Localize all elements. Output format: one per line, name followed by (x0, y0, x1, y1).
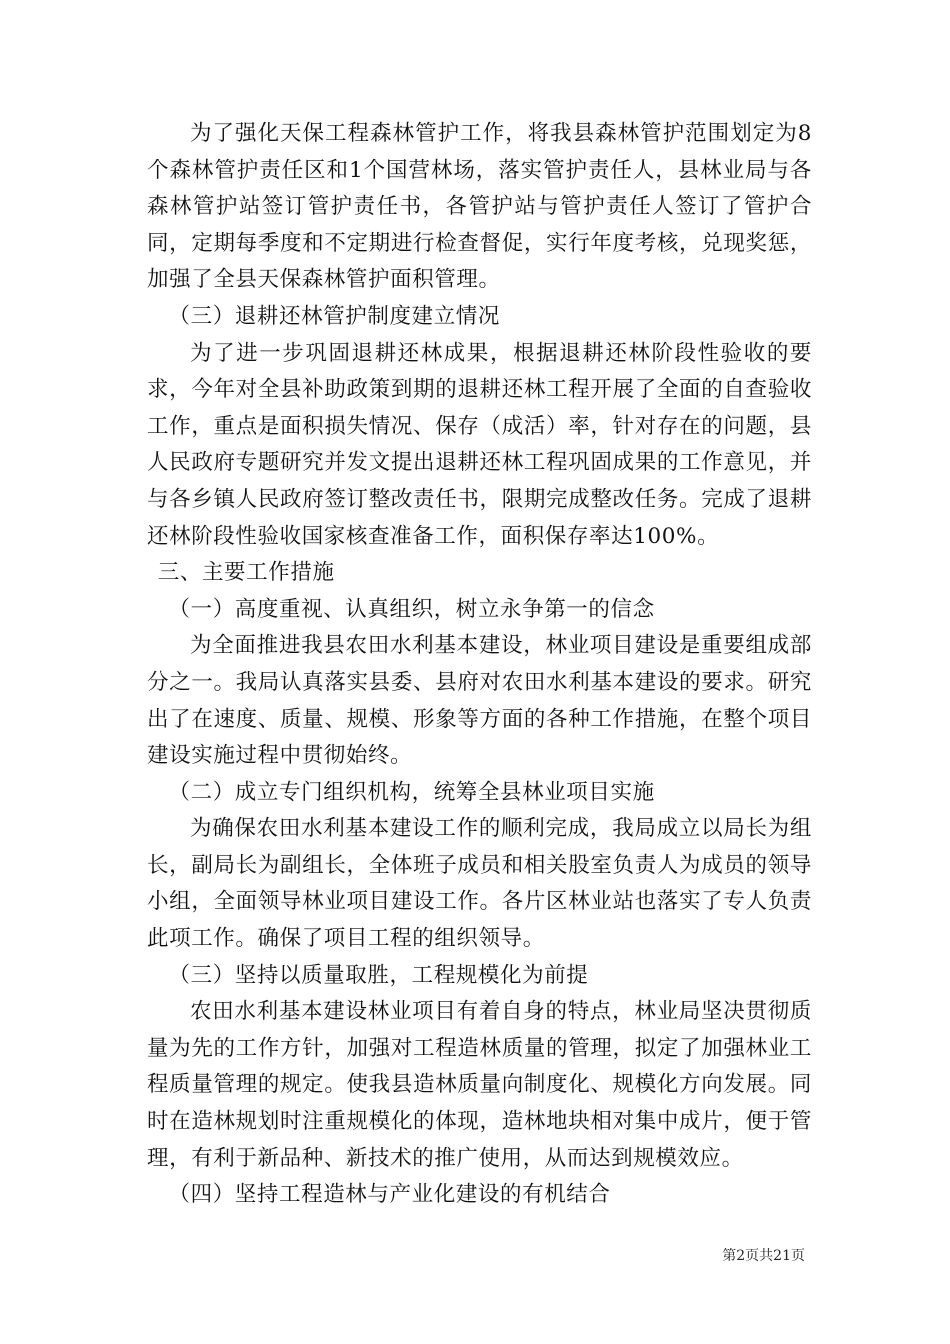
paragraph-measure-3: 农田水利基本建设林业项目有着自身的特点，林业局坚决贯彻质量为先的工作方针，加强对工程造林质量的管理，拟定了加强林业工程质量管理的规定。使我县造林质量向制度化、规模化方向发展。同时在造林规划时注重规模化的体现，造林地块相对集中成片，便于管理，有利于新品种、新技术的推广使用，从而达到规模效应。 (147, 999, 812, 1171)
chapter-heading-measures: 三、主要工作措施 (157, 560, 335, 586)
section-heading-3: （三）退耕还林管护制度建立情况 (168, 303, 501, 329)
paragraph-measure-1: 为全面推进我县农田水利基本建设，林业项目建设是重要组成部分之一。我局认真落实县委、县府对农田水利基本建设的要求。研究出了在速度、质量、规模、形象等方面的各种工作措施，在整个项目建设实施过程中贯彻始终。 (147, 633, 812, 769)
document-body (147, 116, 812, 1214)
section-heading-measure-1: （一）高度重视、认真组织，树立永争第一的信念 (168, 596, 655, 622)
paragraph-returning-farmland: 为了进一步巩固退耕还林成果，根据退耕还林阶段性验收的要求，今年对全县补助政策到期的退耕还林工程开展了全面的自查验收工作，重点是面积损失情况、保存（成活）率，针对存在的问题，县人民政府专题研究并发文提出退耕还林工程巩固成果的工作意见，并与各乡镇人民政府签订整改责任书，限期完成整改任务。完成了退耕还林阶段性验收国家核查准备工作，面积保存率达100%。 (147, 340, 812, 549)
paragraph-measure-2: 为确保农田水利基本建设工作的顺利完成，我局成立以局长为组长，副局长为副组长，全体班子成员和相关股室负责人为成员的领导小组，全面领导林业项目建设工作。各片区林业站也落实了专人负责此项工作。确保了项目工程的组织领导。 (147, 816, 812, 952)
section-heading-measure-4: （四）坚持工程造林与产业化建设的有机结合 (168, 1182, 611, 1208)
paragraph-forest-protection: 为了强化天保工程森林管护工作，将我县森林管护范围划定为8个森林管护责任区和1个国营林场，落实管护责任人，县林业局与各森林管护站签订管护责任书，各管护站与管护责任人签订了管护合同，定期每季度和不定期进行检查督促，实行年度考核，兑现奖惩，加强了全县天保森林管护面积管理。 (147, 121, 812, 293)
section-heading-measure-2: （二）成立专门组织机构，统筹全县林业项目实施 (168, 779, 655, 805)
page-number: 第2页共21页 (722, 1248, 805, 1264)
section-heading-measure-3: （三）坚持以质量取胜，工程规模化为前提 (168, 962, 589, 988)
